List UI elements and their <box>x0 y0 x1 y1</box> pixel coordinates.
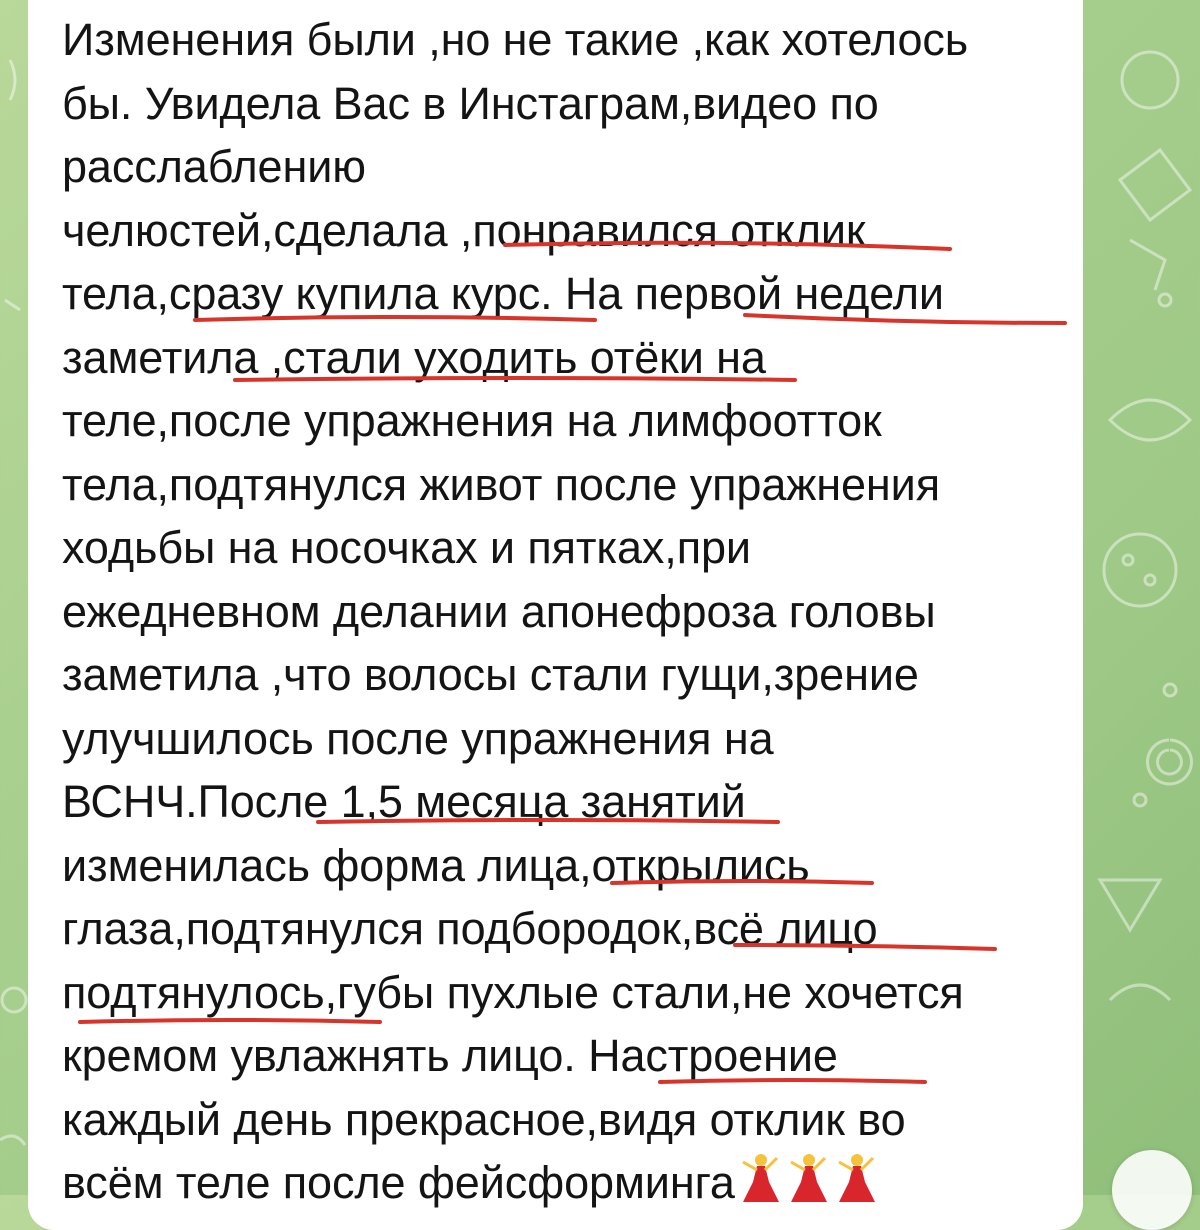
message-line: челюстей,сделала ,понравился отклик <box>62 204 866 256</box>
message-line: каждый день прекрасное,видя отклик во <box>62 1093 906 1145</box>
message-line: заметила ,что волосы стали гущи,зрение <box>62 649 919 700</box>
message-line: ходьбы на носочках и пятках,при <box>62 522 751 573</box>
message-line: теле,после упражнения на лимфоотток <box>62 395 882 446</box>
scroll-down-button[interactable] <box>1112 1150 1192 1230</box>
message-line-last <box>62 1151 1072 1215</box>
message-text <box>62 8 1072 1215</box>
message-line: расслаблению <box>62 141 366 192</box>
message-line: бы. Увидела Вас в Инстаграм,видео по <box>62 77 879 129</box>
message-line: Изменения были ,но не такие ,как хотелось <box>62 14 969 65</box>
message-line: глаза,подтянулся подбородок,всё лицо <box>62 903 878 954</box>
message-line: ежедневном делании апонефроза головы <box>62 585 936 637</box>
message-line: заметила ,стали уходить отёки на <box>62 331 766 383</box>
message-line: тела,подтянулся живот после упражнения <box>62 458 940 510</box>
message-line: тела,сразу купила курс. На первой недели <box>62 268 944 319</box>
dancer-emoji-icon <box>737 1152 783 1204</box>
message-line: улучшилось после упражнения на <box>62 712 774 764</box>
dancer-emoji-icon <box>785 1152 831 1204</box>
message-line: изменилась форма лица,открылись <box>62 839 810 891</box>
message-line: кремом увлажнять лицо. Настроение <box>62 1030 838 1081</box>
message-line: подтянулось,губы пухлые стали,не хочется <box>62 966 964 1018</box>
dancer-emoji-icon <box>833 1152 879 1204</box>
message-line: ВСНЧ.После 1,5 месяца занятий <box>62 776 746 827</box>
message-line: всём теле после фейсформинга <box>62 1157 735 1208</box>
